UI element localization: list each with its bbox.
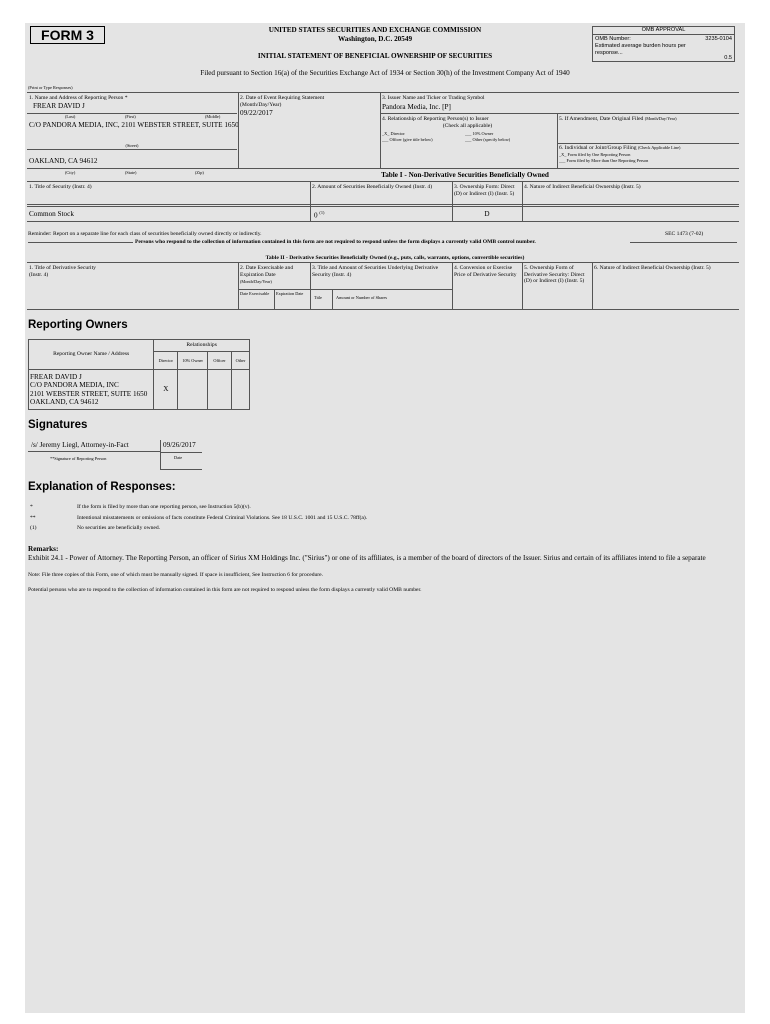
signature-date: 09/26/2017 bbox=[163, 441, 196, 449]
reporting-person-city: OAKLAND, CA 94612 bbox=[29, 157, 98, 165]
table1-sep3 bbox=[522, 181, 523, 221]
box5-label-text: 5. If Amendment, Date Original Filed bbox=[559, 116, 644, 122]
box4-check: (Check all applicable) bbox=[442, 123, 493, 129]
table1-col3: 3. Ownership Form: Direct (D) or Indirect (I) (Instr. 5) bbox=[454, 184, 515, 197]
zip-caption: (Zip) bbox=[195, 170, 204, 175]
box4-label: 4. Relationship of Reporting Person(s) to Issuer bbox=[382, 116, 489, 122]
officer-cell bbox=[208, 370, 232, 410]
reminder: Reminder: Report on a separate line for each class of securities beneficially owned directly or indirectly. bbox=[28, 231, 262, 237]
table2-col2: 2. Date Exercisable and Expiration Date bbox=[240, 265, 294, 278]
table2-sep4 bbox=[522, 262, 523, 309]
persons-notice: Persons who respond to the collection of information contained in this form are not required to respond unless the form displays a currently valid OMB control number. bbox=[135, 239, 536, 245]
director-option[interactable]: _X_ Director bbox=[382, 131, 405, 136]
table2-sep1 bbox=[238, 262, 239, 309]
signatures-heading: Signatures bbox=[28, 419, 88, 431]
date-exercisable-header: Date Exercisable bbox=[240, 291, 270, 296]
form-title: INITIAL STATEMENT OF BENEFICIAL OWNERSHIP OF SECURITIES bbox=[257, 52, 493, 60]
table1-title: Table I - Non-Derivative Securities Beneficially Owned bbox=[381, 171, 549, 179]
other-header: Other bbox=[232, 352, 250, 370]
reporting-owners-heading: Reporting Owners bbox=[28, 319, 128, 331]
relationships-header: Relationships bbox=[154, 340, 250, 352]
last-caption: (Last) bbox=[65, 114, 76, 119]
table2-col2-inner bbox=[274, 289, 275, 309]
first-caption: (First) bbox=[125, 114, 136, 119]
explanation-mark-2: ** bbox=[30, 515, 36, 521]
notice-rule-right bbox=[630, 242, 737, 243]
explanation-heading: Explanation of Responses: bbox=[28, 481, 176, 493]
table2-top-rule bbox=[27, 262, 739, 263]
box3-divider bbox=[380, 113, 739, 114]
table2-title: Table II - Derivative Securities Beneficially Owned (e.g., puts, calls, warrants, options, convertible securities) bbox=[265, 255, 525, 261]
event-date: 09/22/2017 bbox=[240, 109, 273, 117]
box1-label: 1. Name and Address of Reporting Person * bbox=[29, 95, 128, 101]
omb-burden-label: Estimated average burden hours per response... bbox=[595, 43, 686, 56]
box2-label: 2. Date of Event Requiring Statement (Month/Day/Year) bbox=[240, 95, 325, 108]
table2-col1: 1. Title of Derivative Security (Instr. 4) bbox=[29, 265, 96, 278]
filed-pursuant: Filed pursuant to Section 16(a) of the Securities Exchange Act of 1934 or Section 30(h) of the Investment Company Act of 1940 bbox=[200, 69, 570, 77]
box1-divider2 bbox=[27, 149, 237, 150]
omb-burden-value: 0.5 bbox=[724, 55, 732, 61]
city-caption: (City) bbox=[65, 170, 76, 175]
box2-border bbox=[238, 92, 239, 168]
ten-pct-header: 10% Owner bbox=[178, 352, 208, 370]
explanation-text-3: No securities are beneficially owned. bbox=[77, 525, 161, 531]
form-label-text: FORM 3 bbox=[41, 27, 94, 43]
table2-col2-sub: (Month/Day/Year) bbox=[240, 279, 272, 284]
table2-col4: 4. Conversion or Exercise Price of Derivative Security bbox=[454, 265, 517, 278]
signature-name: /s/ Jeremy Liegl, Attorney-in-Fact bbox=[31, 441, 129, 449]
print-type: (Print or Type Responses) bbox=[28, 85, 73, 90]
table2-col3: 3. Title and Amount of Securities Underlying Derivative Security (Instr. 4) bbox=[312, 265, 439, 278]
agency-title: UNITED STATES SECURITIES AND EXCHANGE COMMISSION bbox=[268, 26, 482, 34]
box1-divider3 bbox=[27, 168, 739, 169]
owner-line-2: C/O PANDORA MEDIA, INC bbox=[30, 381, 119, 389]
amount-value: 0 bbox=[314, 211, 318, 220]
sec-code: SEC 1473 (7-02) bbox=[665, 231, 704, 237]
state-caption: (State) bbox=[125, 170, 137, 175]
table1-col1: 1. Title of Security (Instr. 4) bbox=[29, 184, 92, 190]
box3-label: 3. Issuer Name and Ticker or Trading Symbol bbox=[382, 95, 485, 101]
date-caption: Date bbox=[174, 455, 183, 460]
ownership-form-cell: D bbox=[484, 210, 490, 218]
omb-title: OMB APPROVAL bbox=[593, 27, 734, 35]
signature-rule bbox=[28, 440, 160, 452]
form-label bbox=[30, 26, 105, 44]
director-header: Director bbox=[154, 352, 178, 370]
explanation-mark-1: * bbox=[30, 504, 33, 510]
table1-col2: 2. Amount of Securities Beneficially Owned (Instr. 4) bbox=[312, 184, 433, 190]
table1-header-rule bbox=[27, 206, 739, 207]
table2-col3-inner bbox=[332, 289, 333, 309]
ten-pct-cell bbox=[178, 370, 208, 410]
notice-rule-left bbox=[28, 242, 133, 243]
owner-name-header: Reporting Owner Name / Address bbox=[29, 340, 154, 370]
remarks-label: Remarks: bbox=[28, 545, 59, 553]
director-mark: X bbox=[154, 370, 178, 410]
one-person-option[interactable]: _X_ Form filed by One Reporting Person bbox=[559, 152, 631, 157]
amount-cell bbox=[314, 210, 324, 220]
table2-col6: 6. Nature of Indirect Beneficial Ownership (Instr. 5) bbox=[594, 265, 711, 271]
reporting-person-name: FREAR DAVID J bbox=[33, 102, 85, 110]
box6-border bbox=[557, 143, 558, 168]
potential-persons: Potential persons who are to respond to the collection of information contained in this form are not required to respond unless the form displays a currently valid OMB number. bbox=[28, 587, 422, 593]
explanation-text-1: If the form is filed by more than one reporting person, see Instruction 5(b)(v). bbox=[77, 504, 251, 510]
table2-sep2 bbox=[310, 262, 311, 309]
box5-hint: (Month/Day/Year) bbox=[644, 116, 677, 121]
owner-line-3: 2101 WEBSTER STREET, SUITE 1650 bbox=[30, 389, 148, 398]
table1-bottom-rule bbox=[27, 221, 739, 222]
reporting-person-address: C/O PANDORA MEDIA, INC, 2101 WEBSTER STREET, SUITE 1650 bbox=[29, 121, 239, 129]
table1-col4: 4. Nature of Indirect Beneficial Ownership (Instr. 5) bbox=[524, 184, 641, 190]
more-persons-option[interactable]: ___ Form filed by More than One Reporting Person bbox=[559, 158, 649, 163]
remarks-text: Exhibit 24.1 - Power of Attorney. The Reporting Person, an officer of Sirius XM Holdings Inc. ("Sirius") or one of its affiliates, is a member of the board of directors of the Issuer. Sirius and certain of its affiliates intend to file a separate bbox=[28, 554, 706, 562]
owner-line-1: FREAR DAVID J bbox=[30, 372, 82, 381]
box3-border bbox=[380, 92, 381, 168]
box6-label bbox=[559, 145, 737, 152]
officer-header: Officer bbox=[208, 352, 232, 370]
agency-city: Washington, D.C. 20549 bbox=[337, 35, 413, 43]
issuer-name: Pandora Media, Inc. [P] bbox=[382, 103, 451, 111]
street-caption: (Street) bbox=[125, 143, 139, 148]
security-title-cell: Common Stock bbox=[29, 210, 74, 218]
officer-option[interactable]: ___ Officer (give title below) bbox=[382, 137, 433, 142]
reporting-owners-table bbox=[28, 339, 250, 410]
amount-footnote: (1) bbox=[319, 210, 325, 215]
table2-col5: 5. Ownership Form of Derivative Security: Direct (D) or Indirect (I) (Instr. 5) bbox=[524, 265, 585, 284]
other-cell bbox=[232, 370, 250, 410]
amount-sub-header: Amount or Number of Shares bbox=[336, 295, 388, 300]
table1-top-rule bbox=[27, 181, 739, 182]
box5-divider bbox=[557, 143, 739, 144]
owner-address-cell bbox=[29, 370, 154, 410]
title-sub-header: Title bbox=[314, 295, 322, 300]
copies-note: Note: File three copies of this Form, one of which must be manually signed. If space is insufficient, See Instruction 6 for procedure. bbox=[28, 572, 324, 578]
omb-box bbox=[592, 26, 735, 62]
explanation-text-2: Intentional misstatements or omissions of facts constitute Federal Criminal Violations. See 18 U.S.C. 1001 and 15 U.S.C. 78ff(a). bbox=[77, 515, 368, 521]
middle-caption: (Middle) bbox=[205, 114, 221, 119]
omb-number-label: OMB Number: bbox=[595, 36, 631, 42]
table1-sep1 bbox=[310, 181, 311, 221]
box5-label bbox=[559, 116, 737, 123]
box6-label-text: 6. Individual or Joint/Group Filing bbox=[559, 145, 637, 151]
table2-sep3 bbox=[452, 262, 453, 309]
other-option[interactable]: ___ Other (specify below) bbox=[465, 137, 511, 142]
table2-bottom-rule bbox=[27, 309, 739, 310]
explanation-mark-3: (1) bbox=[30, 525, 37, 531]
expiration-header: Expiration Date bbox=[276, 291, 304, 296]
omb-number-value: 3235-0104 bbox=[705, 36, 732, 42]
ten-pct-owner-option[interactable]: ___ 10% Owner bbox=[465, 131, 494, 136]
form-sheet bbox=[25, 23, 745, 1013]
owner-line-4: OAKLAND, CA 94612 bbox=[30, 398, 99, 406]
table2-sep5 bbox=[592, 262, 593, 309]
date-rule bbox=[160, 452, 202, 453]
signature-caption: **Signature of Reporting Person bbox=[50, 456, 107, 461]
box6-hint: (Check Applicable Line) bbox=[637, 145, 681, 150]
